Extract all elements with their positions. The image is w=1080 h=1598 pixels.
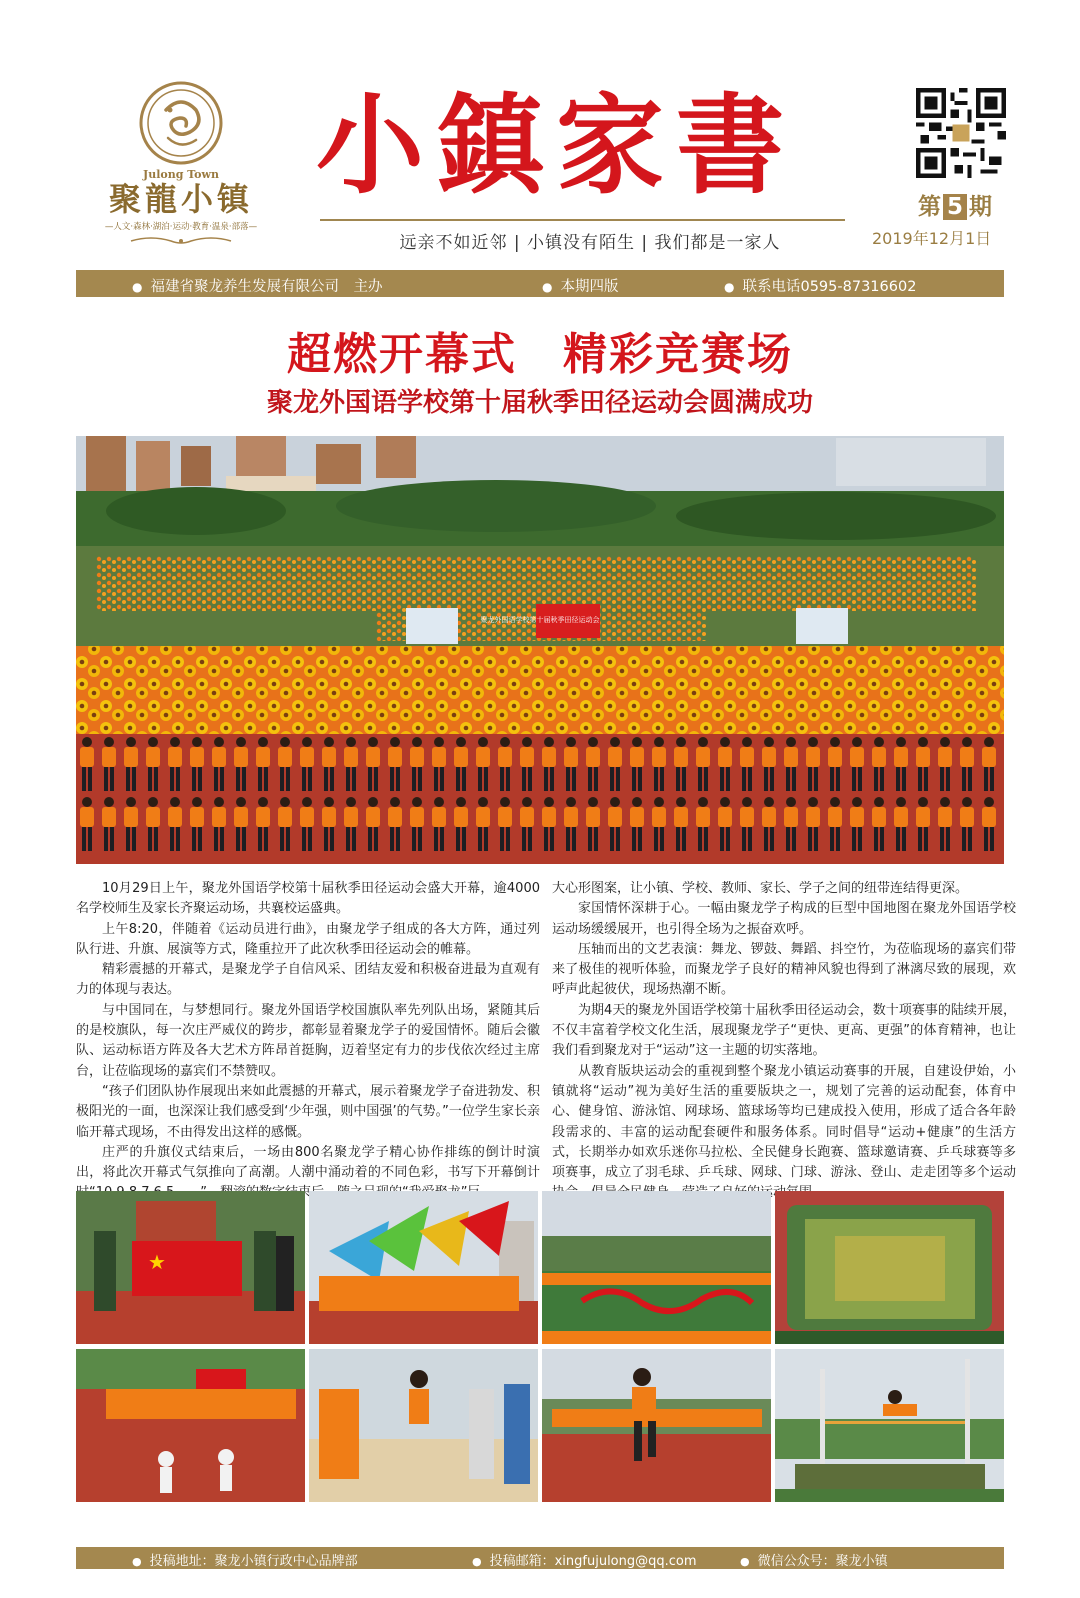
article-paragraph: 为期4天的聚龙外国语学校第十届秋季田径运动会，数十项赛事的陆续开展，不仅丰富着学校文化生活，展现聚龙学子“更快、更高、更强”的体育精神，也让我们看到聚龙对于“运动”这一主题的切实落地。: [552, 1002, 1016, 1059]
article-paragraph: 从教育版块运动会的重视到整个聚龙小镇运动赛事的开展，自建设伊始，小镇就将“运动”视为美好生活的重要版块之一，规划了完善的运动配套，体育中心、健身馆、游泳馆、网球场、篮球场等均已建成投入使用，形成了适合各年龄段需求的、丰富的运动配套硬件和服务体系。同时倡导“运动+健康”的生活方式，长期举办如欢乐迷你马拉松、全民健身长跑赛、篮球邀请赛、乒乓球赛等多项赛事，成立了羽毛球、乒乓球、网球、门球、游泳、登山、走走团等多个运动 良好的运动氛围。: [552, 1063, 1016, 1201]
photo-flag-parade: [309, 1191, 538, 1344]
issue-number: [918, 188, 992, 221]
footer-email: [472, 1550, 697, 1569]
bullet-icon: ●: [132, 280, 143, 294]
article-paragraph: 庄严的升旗仪式结束后，一场由800名聚龙学子精心协作排练的倒计时演出，将此次开幕式气氛推向了高潮。人潮中涌动着的不同色彩，书写下开幕倒计: [76, 1144, 540, 1181]
article-paragraph: “孩子们团队协作展现出来如此震撼的开幕式，展示着聚龙学子奋进勃发、积极阳光的一面，也深深让我们感受到‘少年强，则中国强’的气势。”一位学生家长亲临开幕式现场，不由得发出这样的感慨。: [76, 1083, 540, 1140]
article-paragraph: 精彩震撼的开幕式，是聚龙学子自信风采、团结友爱和积极奋进最为直观有力的体现与表达。: [76, 962, 540, 998]
address-text: 投稿地址：聚龙小镇行政中心品牌部: [149, 1554, 358, 1569]
publisher-text: 福建省聚龙养生发展有限公司 主办: [150, 279, 383, 295]
bullet-icon: ●: [472, 1555, 482, 1568]
wechat-text: 微信公众号：聚龙小镇: [757, 1554, 888, 1569]
phone-info: [724, 275, 916, 296]
photo-sprint: [542, 1349, 771, 1502]
footer-bar: [76, 1547, 1004, 1569]
flourish-ornament-icon: [121, 235, 241, 247]
bullet-icon: ●: [724, 280, 735, 294]
photo-fencing: [76, 1349, 305, 1502]
photo-flag-guard: [76, 1191, 305, 1344]
info-bar: [76, 270, 1004, 297]
bullet-icon: ●: [542, 280, 553, 294]
bullet-icon: ●: [132, 1555, 142, 1568]
issue-number-badge: 5: [943, 194, 967, 220]
issue-suffix: 期: [969, 194, 993, 220]
logo-tagline: —人文·森林·湖泊·运动·教育·温泉·部落—: [104, 222, 258, 232]
photo-dragon-dance: [542, 1191, 771, 1344]
article-paragraph: 家国情怀深耕于心。一幅由聚龙学子构成的巨型中国地图在聚龙外国语学校运动场缓缓展开，也引得全场为之振奋欢呼。: [552, 901, 1016, 937]
footer-address: [132, 1550, 358, 1569]
article-paragraph-continued: 大心形图案，让小镇、学校、教师、家长、学子之间的纽带连结得更深。: [552, 881, 969, 896]
hero-photo: [76, 436, 1004, 864]
masthead-divider: [320, 219, 845, 221]
issue-prefix: 第: [918, 194, 941, 220]
article-column-left: [76, 879, 540, 1204]
pages-text: 本期四版: [560, 279, 619, 295]
photo-long-jump: [309, 1349, 538, 1502]
dragon-emblem-icon: [138, 80, 224, 166]
newspaper-title: 小鎮家書: [316, 83, 797, 209]
masthead-slogan: 远亲不如近邻 | 小镇没有陌生 | 我们都是一家人: [399, 233, 781, 253]
photo-grid: [76, 1191, 1004, 1538]
article-column-right: [552, 879, 1016, 1204]
issue-date: 2019年12月1日: [872, 229, 992, 248]
main-headline: 超燃开幕式 精彩竞赛场: [287, 329, 793, 380]
email-text: 投稿邮箱：xingfujulong@qq.com: [489, 1554, 697, 1569]
footer-wechat: [740, 1550, 888, 1569]
phone-text: 联系电话0595-87316602: [742, 279, 917, 295]
brand-logo: [86, 80, 276, 255]
logo-english-name: Julong Town: [143, 168, 219, 181]
photo-aerial-field: [775, 1191, 1004, 1344]
hero-banner-text: 聚龙外国语学校第十届秋季田径运动会: [480, 617, 600, 624]
svg-text:★: ★: [148, 1250, 166, 1274]
article-paragraph: 压轴而出的文艺表演：舞龙、锣鼓、舞蹈、抖空竹，为莅临现场的嘉宾们带来了极佳的视听体验，而聚龙学子良好的精神风貌也得到了淋漓尽致的展现，欢呼声此起彼伏，现场热潮不断。: [552, 941, 1016, 998]
article-paragraph: 10月29日上午，聚龙外国语学校第十届秋季田径运动会盛大开幕，逾4000名学校师生及家长齐聚运动场，共襄校运盛典。: [76, 881, 540, 917]
article-paragraph: 与中国同在，与梦想同行。聚龙外国语学校国旗队率先列队出场，紧随其后的是校旗队，每一次庄严威仪的跨步，都彰显着聚龙学子的爱国情怀。随后会徽队、运动标语方阵及各大艺术方阵昂首挺胸，迈着坚定有力的步伐依次经过主席台，让莅临现场的嘉宾们不禁赞叹。: [76, 1002, 540, 1079]
pages-info: [542, 275, 618, 296]
publisher-info: [132, 275, 382, 296]
photo-high-jump: [775, 1349, 1004, 1502]
logo-chinese-name: 聚龍小镇: [108, 180, 253, 218]
bullet-icon: ●: [740, 1555, 750, 1568]
article-paragraph: 上午8:20，伴随着《运动员进行曲》，由聚龙学子组成的各大方阵，通过列队行进、升旗、展演等方式，隆重拉开了此次秋季田径运动会的帷幕。: [76, 921, 540, 957]
sub-headline: 聚龙外国语学校第十届秋季田径运动会圆满成功: [266, 388, 813, 418]
qr-code-icon: [916, 88, 1006, 178]
